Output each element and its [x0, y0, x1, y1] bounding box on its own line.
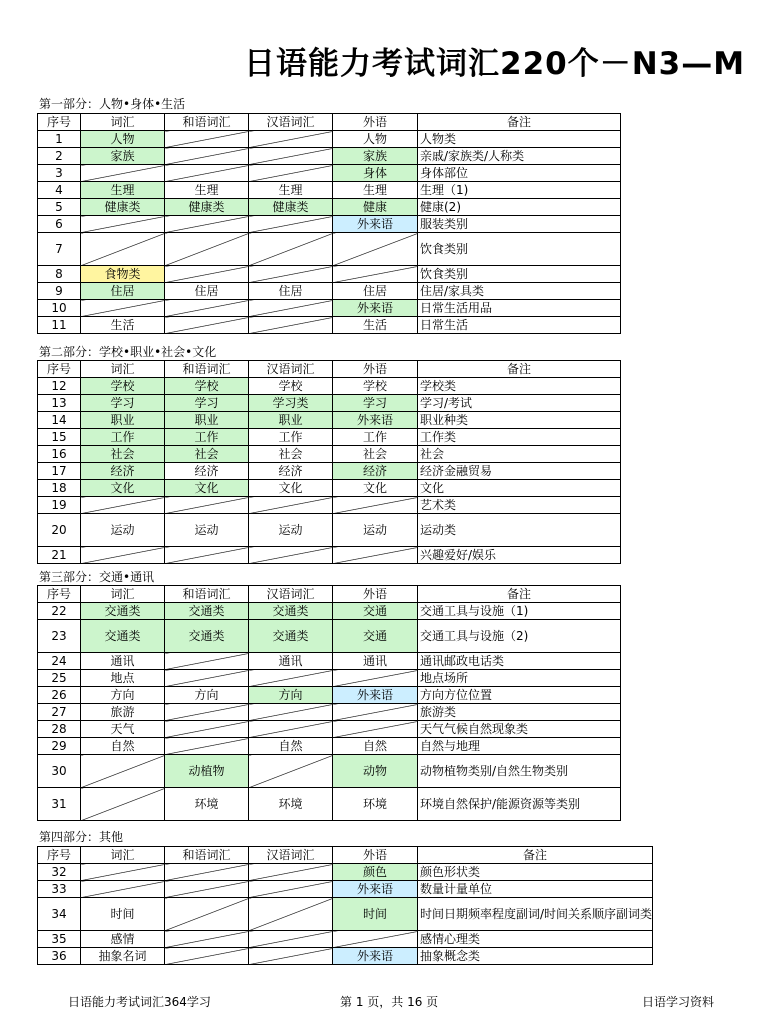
- table-row: [38, 547, 621, 564]
- row-number: 23: [38, 620, 81, 653]
- row-number: 17: [38, 463, 81, 480]
- empty-cell-diagonal: [81, 788, 165, 821]
- row-number: 22: [38, 603, 81, 620]
- table-row: [38, 788, 621, 821]
- note-cell: 地点场所: [418, 670, 621, 687]
- empty-cell-diagonal: [249, 948, 333, 965]
- table-row: [38, 931, 653, 948]
- row-number: 36: [38, 948, 81, 965]
- row-number: 32: [38, 864, 81, 881]
- empty-cell-diagonal: [249, 864, 333, 881]
- empty-cell-diagonal: [249, 547, 333, 564]
- category-cell: 运动: [249, 514, 333, 547]
- column-header: 汉语词汇: [249, 847, 333, 864]
- category-cell: 生理: [333, 182, 418, 199]
- table-row: [38, 738, 621, 755]
- note-cell: 环境自然保护/能源资源等类别: [418, 788, 621, 821]
- empty-cell-diagonal: [249, 721, 333, 738]
- vocab-table: [37, 585, 621, 821]
- table-row: [38, 948, 653, 965]
- note-cell: 交通工具与设施（1): [418, 603, 621, 620]
- note-cell: 自然与地理: [418, 738, 621, 755]
- empty-cell-diagonal: [249, 148, 333, 165]
- category-cell: 自然: [81, 738, 165, 755]
- category-cell: 交通类: [165, 620, 249, 653]
- empty-cell-diagonal: [249, 300, 333, 317]
- table-row: [38, 687, 621, 704]
- note-cell: 饮食类别: [418, 266, 621, 283]
- row-number: 11: [38, 317, 81, 334]
- category-cell: 交通类: [81, 603, 165, 620]
- category-cell: 外来语: [333, 412, 418, 429]
- category-cell: 文化: [81, 480, 165, 497]
- category-cell: 工作: [165, 429, 249, 446]
- table-row: [38, 378, 621, 395]
- table-row: [38, 317, 621, 334]
- category-cell: 生理: [249, 182, 333, 199]
- table-header-row: [38, 114, 621, 131]
- category-cell: 学校: [249, 378, 333, 395]
- note-cell: 住居/家具类: [418, 283, 621, 300]
- row-number: 35: [38, 931, 81, 948]
- note-cell: 交通工具与设施（2): [418, 620, 621, 653]
- footer-left: 日语能力考试词汇364学习: [68, 995, 211, 1009]
- category-cell: 通讯: [249, 653, 333, 670]
- note-cell: 生理（1): [418, 182, 621, 199]
- category-cell: 学习: [333, 395, 418, 412]
- table-row: [38, 395, 621, 412]
- category-cell: 学校: [165, 378, 249, 395]
- note-cell: 学习/考试: [418, 395, 621, 412]
- category-cell: 外来语: [333, 687, 418, 704]
- column-header: 和语词汇: [165, 114, 249, 131]
- row-number: 12: [38, 378, 81, 395]
- note-cell: 通讯邮政电话类: [418, 653, 621, 670]
- category-cell: 外来语: [333, 216, 418, 233]
- category-cell: 天气: [81, 721, 165, 738]
- table-row: [38, 514, 621, 547]
- row-number: 13: [38, 395, 81, 412]
- table-row: [38, 165, 621, 182]
- note-cell: 工作类: [418, 429, 621, 446]
- note-cell: 动物植物类别/自然生物类别: [418, 755, 621, 788]
- note-cell: 健康(2): [418, 199, 621, 216]
- category-cell: 交通类: [249, 620, 333, 653]
- category-cell: 社会: [81, 446, 165, 463]
- empty-cell-diagonal: [165, 931, 249, 948]
- category-cell: 运动: [81, 514, 165, 547]
- category-cell: 工作: [81, 429, 165, 446]
- note-cell: 文化: [418, 480, 621, 497]
- row-number: 25: [38, 670, 81, 687]
- empty-cell-diagonal: [249, 931, 333, 948]
- category-cell: 职业: [165, 412, 249, 429]
- note-cell: 学校类: [418, 378, 621, 395]
- note-cell: 方向方位位置: [418, 687, 621, 704]
- category-cell: 感情: [81, 931, 165, 948]
- table-row: [38, 898, 653, 931]
- category-cell: 生理: [81, 182, 165, 199]
- table-row: [38, 653, 621, 670]
- empty-cell-diagonal: [165, 131, 249, 148]
- category-cell: 环境: [333, 788, 418, 821]
- column-header: 和语词汇: [165, 586, 249, 603]
- row-number: 2: [38, 148, 81, 165]
- empty-cell-diagonal: [165, 670, 249, 687]
- vocab-table: [37, 360, 621, 564]
- table-row: [38, 283, 621, 300]
- table-row: [38, 182, 621, 199]
- category-cell: 方向: [165, 687, 249, 704]
- category-cell: 时间: [333, 898, 418, 931]
- table-row: [38, 300, 621, 317]
- category-cell: 文化: [333, 480, 418, 497]
- category-cell: 学习: [81, 395, 165, 412]
- table-row: [38, 266, 621, 283]
- note-cell: 日常生活用品: [418, 300, 621, 317]
- row-number: 1: [38, 131, 81, 148]
- column-header: 序号: [38, 586, 81, 603]
- category-cell: 动植物: [165, 755, 249, 788]
- row-number: 31: [38, 788, 81, 821]
- empty-cell-diagonal: [81, 165, 165, 182]
- empty-cell-diagonal: [333, 670, 418, 687]
- row-number: 27: [38, 704, 81, 721]
- footer-page-number: 第 1 页，共 16 页: [340, 995, 439, 1009]
- category-cell: 经济: [81, 463, 165, 480]
- category-cell: 方向: [81, 687, 165, 704]
- category-cell: 住居: [165, 283, 249, 300]
- row-number: 6: [38, 216, 81, 233]
- table-row: [38, 721, 621, 738]
- empty-cell-diagonal: [333, 721, 418, 738]
- note-cell: 人物类: [418, 131, 621, 148]
- empty-cell-diagonal: [333, 266, 418, 283]
- column-header: 序号: [38, 114, 81, 131]
- note-cell: 抽象概念类: [418, 948, 653, 965]
- empty-cell-diagonal: [249, 881, 333, 898]
- empty-cell-diagonal: [249, 131, 333, 148]
- empty-cell-diagonal: [165, 704, 249, 721]
- category-cell: 旅游: [81, 704, 165, 721]
- category-cell: 抽象名词: [81, 948, 165, 965]
- empty-cell-diagonal: [165, 547, 249, 564]
- table-row: [38, 755, 621, 788]
- column-header: 备注: [418, 847, 653, 864]
- note-cell: 颜色形状类: [418, 864, 653, 881]
- category-cell: 社会: [249, 446, 333, 463]
- category-cell: 健康类: [81, 199, 165, 216]
- empty-cell-diagonal: [165, 266, 249, 283]
- category-cell: 交通: [333, 620, 418, 653]
- empty-cell-diagonal: [333, 233, 418, 266]
- category-cell: 经济: [333, 463, 418, 480]
- category-cell: 生活: [333, 317, 418, 334]
- vocab-table: [37, 846, 653, 965]
- note-cell: 身体部位: [418, 165, 621, 182]
- note-cell: 时间日期频率程度副词/时间关系顺序副词类: [418, 898, 653, 931]
- note-cell: 运动类: [418, 514, 621, 547]
- table-row: [38, 412, 621, 429]
- empty-cell-diagonal: [249, 704, 333, 721]
- note-cell: 天气气候自然现象类: [418, 721, 621, 738]
- empty-cell-diagonal: [165, 317, 249, 334]
- table-row: [38, 864, 653, 881]
- empty-cell-diagonal: [81, 864, 165, 881]
- section-label: 第三部分：交通•通讯: [39, 570, 155, 584]
- empty-cell-diagonal: [81, 497, 165, 514]
- note-cell: 感情心理类: [418, 931, 653, 948]
- column-header: 汉语词汇: [249, 361, 333, 378]
- table-row: [38, 233, 621, 266]
- table-row: [38, 603, 621, 620]
- empty-cell-diagonal: [81, 300, 165, 317]
- page-title: 日语能力考试词汇220个－N3—M: [244, 46, 746, 82]
- row-number: 4: [38, 182, 81, 199]
- category-cell: 时间: [81, 898, 165, 931]
- category-cell: 外来语: [333, 948, 418, 965]
- category-cell: 自然: [333, 738, 418, 755]
- table-row: [38, 480, 621, 497]
- empty-cell-diagonal: [81, 547, 165, 564]
- row-number: 24: [38, 653, 81, 670]
- row-number: 7: [38, 233, 81, 266]
- empty-cell-diagonal: [165, 165, 249, 182]
- category-cell: 运动: [333, 514, 418, 547]
- category-cell: 生活: [81, 317, 165, 334]
- note-cell: 社会: [418, 446, 621, 463]
- empty-cell-diagonal: [165, 948, 249, 965]
- category-cell: 健康类: [165, 199, 249, 216]
- empty-cell-diagonal: [333, 497, 418, 514]
- empty-cell-diagonal: [165, 653, 249, 670]
- column-header: 序号: [38, 361, 81, 378]
- category-cell: 健康: [333, 199, 418, 216]
- row-number: 34: [38, 898, 81, 931]
- category-cell: 颜色: [333, 864, 418, 881]
- column-header: 备注: [418, 114, 621, 131]
- row-number: 15: [38, 429, 81, 446]
- table-row: [38, 881, 653, 898]
- column-header: 备注: [418, 361, 621, 378]
- column-header: 外语: [333, 847, 418, 864]
- category-cell: 环境: [165, 788, 249, 821]
- empty-cell-diagonal: [333, 547, 418, 564]
- category-cell: 工作: [333, 429, 418, 446]
- category-cell: 地点: [81, 670, 165, 687]
- category-cell: 学校: [333, 378, 418, 395]
- table-row: [38, 704, 621, 721]
- category-cell: 环境: [249, 788, 333, 821]
- category-cell: 职业: [249, 412, 333, 429]
- table-row: [38, 131, 621, 148]
- empty-cell-diagonal: [249, 898, 333, 931]
- category-cell: 交通类: [81, 620, 165, 653]
- column-header: 词汇: [81, 847, 165, 864]
- category-cell: 运动: [165, 514, 249, 547]
- category-cell: 交通类: [249, 603, 333, 620]
- category-cell: 外来语: [333, 300, 418, 317]
- note-cell: 艺术类: [418, 497, 621, 514]
- empty-cell-diagonal: [81, 233, 165, 266]
- empty-cell-diagonal: [249, 670, 333, 687]
- table-row: [38, 216, 621, 233]
- category-cell: 经济: [249, 463, 333, 480]
- column-header: 汉语词汇: [249, 586, 333, 603]
- note-cell: 饮食类别: [418, 233, 621, 266]
- empty-cell-diagonal: [249, 755, 333, 788]
- row-number: 5: [38, 199, 81, 216]
- empty-cell-diagonal: [165, 881, 249, 898]
- row-number: 28: [38, 721, 81, 738]
- category-cell: 外来语: [333, 881, 418, 898]
- row-number: 18: [38, 480, 81, 497]
- column-header: 词汇: [81, 114, 165, 131]
- empty-cell-diagonal: [81, 216, 165, 233]
- empty-cell-diagonal: [165, 300, 249, 317]
- empty-cell-diagonal: [249, 266, 333, 283]
- category-cell: 住居: [81, 283, 165, 300]
- category-cell: 经济: [165, 463, 249, 480]
- category-cell: 家族: [333, 148, 418, 165]
- category-cell: 工作: [249, 429, 333, 446]
- empty-cell-diagonal: [165, 148, 249, 165]
- note-cell: 数量计量单位: [418, 881, 653, 898]
- row-number: 21: [38, 547, 81, 564]
- page-title-wrap: [0, 38, 768, 80]
- note-cell: 兴趣爱好/娱乐: [418, 547, 621, 564]
- empty-cell-diagonal: [165, 233, 249, 266]
- row-number: 20: [38, 514, 81, 547]
- category-cell: 通讯: [333, 653, 418, 670]
- note-cell: 日常生活: [418, 317, 621, 334]
- table-row: [38, 199, 621, 216]
- row-number: 9: [38, 283, 81, 300]
- table-row: [38, 620, 621, 653]
- empty-cell-diagonal: [165, 864, 249, 881]
- table-row: [38, 497, 621, 514]
- category-cell: 住居: [249, 283, 333, 300]
- table-row: [38, 446, 621, 463]
- column-header: 和语词汇: [165, 361, 249, 378]
- note-cell: 经济金融贸易: [418, 463, 621, 480]
- category-cell: 交通: [333, 603, 418, 620]
- category-cell: 生理: [165, 182, 249, 199]
- empty-cell-diagonal: [81, 881, 165, 898]
- table-row: [38, 148, 621, 165]
- table-header-row: [38, 847, 653, 864]
- row-number: 10: [38, 300, 81, 317]
- category-cell: 食物类: [81, 266, 165, 283]
- column-header: 外语: [333, 114, 418, 131]
- empty-cell-diagonal: [333, 704, 418, 721]
- category-cell: 学习: [165, 395, 249, 412]
- section-label: 第四部分：其他: [39, 830, 124, 844]
- empty-cell-diagonal: [333, 931, 418, 948]
- category-cell: 人物: [81, 131, 165, 148]
- empty-cell-diagonal: [81, 755, 165, 788]
- category-cell: 通讯: [81, 653, 165, 670]
- category-cell: 健康类: [249, 199, 333, 216]
- vocab-table: [37, 113, 621, 334]
- empty-cell-diagonal: [249, 165, 333, 182]
- section-label: 第二部分：学校•职业•社会•文化: [39, 345, 217, 359]
- table-header-row: [38, 361, 621, 378]
- category-cell: 家族: [81, 148, 165, 165]
- empty-cell-diagonal: [165, 738, 249, 755]
- note-cell: 旅游类: [418, 704, 621, 721]
- row-number: 8: [38, 266, 81, 283]
- note-cell: 服装类别: [418, 216, 621, 233]
- column-header: 序号: [38, 847, 81, 864]
- category-cell: 住居: [333, 283, 418, 300]
- empty-cell-diagonal: [165, 898, 249, 931]
- empty-cell-diagonal: [249, 216, 333, 233]
- note-cell: 亲戚/家族类/人称类: [418, 148, 621, 165]
- row-number: 3: [38, 165, 81, 182]
- table-row: [38, 463, 621, 480]
- category-cell: 自然: [249, 738, 333, 755]
- category-cell: 社会: [165, 446, 249, 463]
- category-cell: 人物: [333, 131, 418, 148]
- column-header: 和语词汇: [165, 847, 249, 864]
- category-cell: 交通类: [165, 603, 249, 620]
- section-label: 第一部分：人物•身体•生活: [39, 97, 186, 111]
- empty-cell-diagonal: [249, 233, 333, 266]
- row-number: 16: [38, 446, 81, 463]
- row-number: 29: [38, 738, 81, 755]
- column-header: 汉语词汇: [249, 114, 333, 131]
- column-header: 外语: [333, 586, 418, 603]
- category-cell: 学习类: [249, 395, 333, 412]
- empty-cell-diagonal: [165, 216, 249, 233]
- column-header: 词汇: [81, 586, 165, 603]
- empty-cell-diagonal: [165, 721, 249, 738]
- column-header: 备注: [418, 586, 621, 603]
- category-cell: 方向: [249, 687, 333, 704]
- table-row: [38, 429, 621, 446]
- column-header: 词汇: [81, 361, 165, 378]
- table-header-row: [38, 586, 621, 603]
- category-cell: 职业: [81, 412, 165, 429]
- footer-right: 日语学习资料: [642, 995, 715, 1009]
- row-number: 26: [38, 687, 81, 704]
- category-cell: 身体: [333, 165, 418, 182]
- column-header: 外语: [333, 361, 418, 378]
- row-number: 33: [38, 881, 81, 898]
- category-cell: 文化: [165, 480, 249, 497]
- table-row: [38, 670, 621, 687]
- category-cell: 社会: [333, 446, 418, 463]
- empty-cell-diagonal: [249, 317, 333, 334]
- row-number: 14: [38, 412, 81, 429]
- category-cell: 动物: [333, 755, 418, 788]
- category-cell: 文化: [249, 480, 333, 497]
- row-number: 19: [38, 497, 81, 514]
- empty-cell-diagonal: [165, 497, 249, 514]
- row-number: 30: [38, 755, 81, 788]
- empty-cell-diagonal: [249, 497, 333, 514]
- note-cell: 职业种类: [418, 412, 621, 429]
- category-cell: 学校: [81, 378, 165, 395]
